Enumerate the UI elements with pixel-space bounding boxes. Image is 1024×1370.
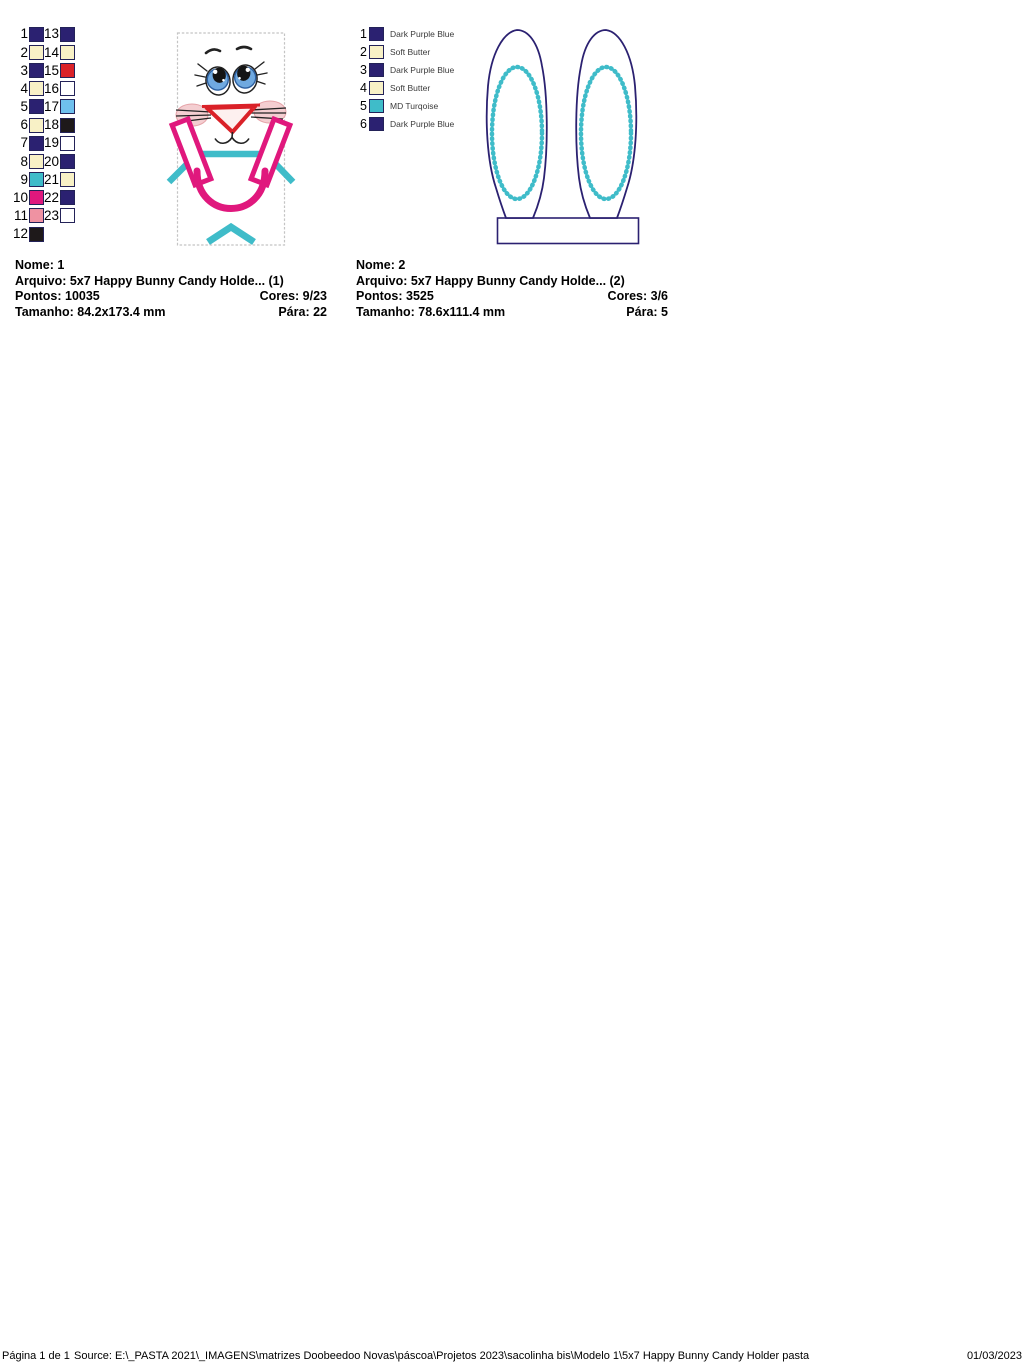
thread-name: MD Turqoise bbox=[390, 101, 439, 111]
thread-index: 5 bbox=[360, 98, 367, 113]
palette-swatch bbox=[60, 118, 75, 133]
palette-swatch bbox=[29, 118, 44, 133]
design2-size: Tamanho: 78.6x111.4 mm bbox=[356, 304, 506, 319]
palette-index: 21 bbox=[44, 171, 60, 187]
palette-row bbox=[6, 43, 75, 61]
palette-index: 17 bbox=[44, 99, 60, 115]
thread-index: 1 bbox=[360, 26, 367, 41]
palette-index: 12 bbox=[12, 226, 28, 242]
palette-swatch bbox=[29, 136, 44, 151]
palette-index: 5 bbox=[20, 99, 28, 115]
thread-name: Soft Butter bbox=[390, 83, 431, 93]
palette-index: 3 bbox=[20, 62, 28, 78]
thread-index: 6 bbox=[360, 116, 367, 131]
design1-size: Tamanho: 84.2x173.4 mm bbox=[15, 304, 166, 319]
palette-swatch bbox=[29, 172, 44, 187]
palette-index: 7 bbox=[20, 135, 28, 151]
palette-swatch bbox=[60, 190, 75, 205]
design1-stitches: Pontos: 10035 bbox=[15, 289, 100, 304]
thread-swatch bbox=[369, 117, 384, 131]
design2-colors-count: Cores: 3/6 bbox=[607, 289, 668, 304]
palette-row bbox=[6, 116, 75, 134]
palette-swatch bbox=[29, 99, 44, 114]
palette-swatch bbox=[29, 190, 44, 205]
palette-index: 22 bbox=[44, 190, 60, 206]
palette-index: 13 bbox=[44, 26, 60, 42]
ear-left-outline bbox=[487, 30, 547, 218]
palette-swatch bbox=[60, 136, 75, 151]
design2-stops: Pára: 5 bbox=[626, 304, 668, 319]
thread-swatch bbox=[369, 99, 384, 113]
thread-name: Soft Butter bbox=[390, 47, 431, 57]
palette-row bbox=[6, 171, 75, 189]
palette-index: 1 bbox=[20, 26, 28, 42]
palette-row bbox=[6, 152, 75, 170]
thread-row bbox=[356, 43, 454, 61]
design1-colors-count: Cores: 9/23 bbox=[259, 289, 327, 304]
thread-swatch bbox=[369, 45, 384, 59]
palette-swatch bbox=[60, 99, 75, 114]
palette-swatch bbox=[29, 45, 44, 60]
palette-swatch bbox=[29, 27, 44, 42]
palette-index: 10 bbox=[12, 190, 28, 206]
thread-row bbox=[356, 25, 454, 43]
palette-index: 4 bbox=[20, 80, 28, 96]
design1-info bbox=[15, 258, 327, 320]
palette-row bbox=[6, 25, 75, 43]
design1-name: Nome: 1 bbox=[15, 258, 65, 272]
thread-name: Dark Purple Blue bbox=[390, 65, 455, 75]
design2-stitches: Pontos: 3525 bbox=[356, 289, 434, 304]
palette-index: 16 bbox=[44, 80, 60, 96]
palette-index: 14 bbox=[44, 44, 60, 60]
palette-swatch bbox=[29, 208, 44, 223]
palette-index: 8 bbox=[20, 153, 28, 169]
palette-swatch bbox=[29, 63, 44, 78]
palette-swatch bbox=[29, 227, 44, 242]
thread-index: 3 bbox=[360, 62, 367, 77]
palette-swatch bbox=[60, 208, 75, 223]
palette-index: 15 bbox=[44, 62, 60, 78]
thread-row bbox=[356, 61, 454, 79]
palette-row bbox=[6, 134, 75, 152]
thread-row bbox=[356, 97, 454, 115]
design2-name: Nome: 2 bbox=[356, 258, 406, 272]
thread-index: 2 bbox=[360, 44, 367, 59]
palette-index: 20 bbox=[44, 153, 60, 169]
palette-index: 19 bbox=[44, 135, 60, 151]
design1-preview-bunny-face bbox=[166, 31, 296, 249]
thread-swatch bbox=[369, 63, 384, 77]
palette-swatch bbox=[60, 81, 75, 96]
palette-row bbox=[6, 98, 75, 116]
palette-swatch bbox=[60, 27, 75, 42]
thread-row bbox=[356, 115, 454, 133]
palette-swatch bbox=[29, 81, 44, 96]
palette-index: 6 bbox=[20, 117, 28, 133]
palette-row bbox=[6, 80, 75, 98]
palette-swatch bbox=[29, 154, 44, 169]
design1-file: Arquivo: 5x7 Happy Bunny Candy Holde... (1) bbox=[15, 273, 284, 288]
thread-index: 4 bbox=[360, 80, 367, 95]
design1-color-palette bbox=[6, 25, 75, 243]
design2-info bbox=[356, 258, 668, 320]
design1-stops: Pára: 22 bbox=[278, 304, 327, 319]
thread-name: Dark Purple Blue bbox=[390, 29, 455, 39]
palette-index: 18 bbox=[44, 117, 60, 133]
design2-thread-list bbox=[356, 25, 454, 133]
ear-right-outline bbox=[576, 30, 636, 218]
footer-source-path: Source: E:\_PASTA 2021\_IMAGENS\matrizes Doobeedoo Novas\páscoa\Projetos 2023\sacolinha bis\Modelo 1\5x7 Happy Bunny Candy Holder pasta bbox=[74, 1350, 810, 1362]
thread-swatch bbox=[369, 81, 384, 95]
design2-file: Arquivo: 5x7 Happy Bunny Candy Holde... (2) bbox=[356, 273, 625, 288]
palette-swatch bbox=[60, 172, 75, 187]
thread-row bbox=[356, 79, 454, 97]
palette-swatch bbox=[60, 63, 75, 78]
palette-swatch bbox=[60, 154, 75, 169]
thread-name: Dark Purple Blue bbox=[390, 119, 455, 129]
ears-base bbox=[498, 218, 639, 244]
palette-row bbox=[6, 61, 75, 79]
palette-row bbox=[6, 207, 75, 225]
palette-index: 2 bbox=[20, 44, 28, 60]
palette-index: 9 bbox=[20, 171, 28, 187]
design2-preview-bunny-ears bbox=[478, 26, 666, 248]
palette-index: 11 bbox=[13, 208, 28, 224]
palette-swatch bbox=[60, 45, 75, 60]
footer-date: 01/03/2023 bbox=[966, 1350, 1022, 1362]
palette-index: 23 bbox=[44, 208, 60, 224]
palette-row bbox=[6, 225, 75, 243]
thread-swatch bbox=[369, 27, 384, 41]
footer-page-number: Página 1 de 1 bbox=[2, 1350, 70, 1362]
palette-row bbox=[6, 189, 75, 207]
